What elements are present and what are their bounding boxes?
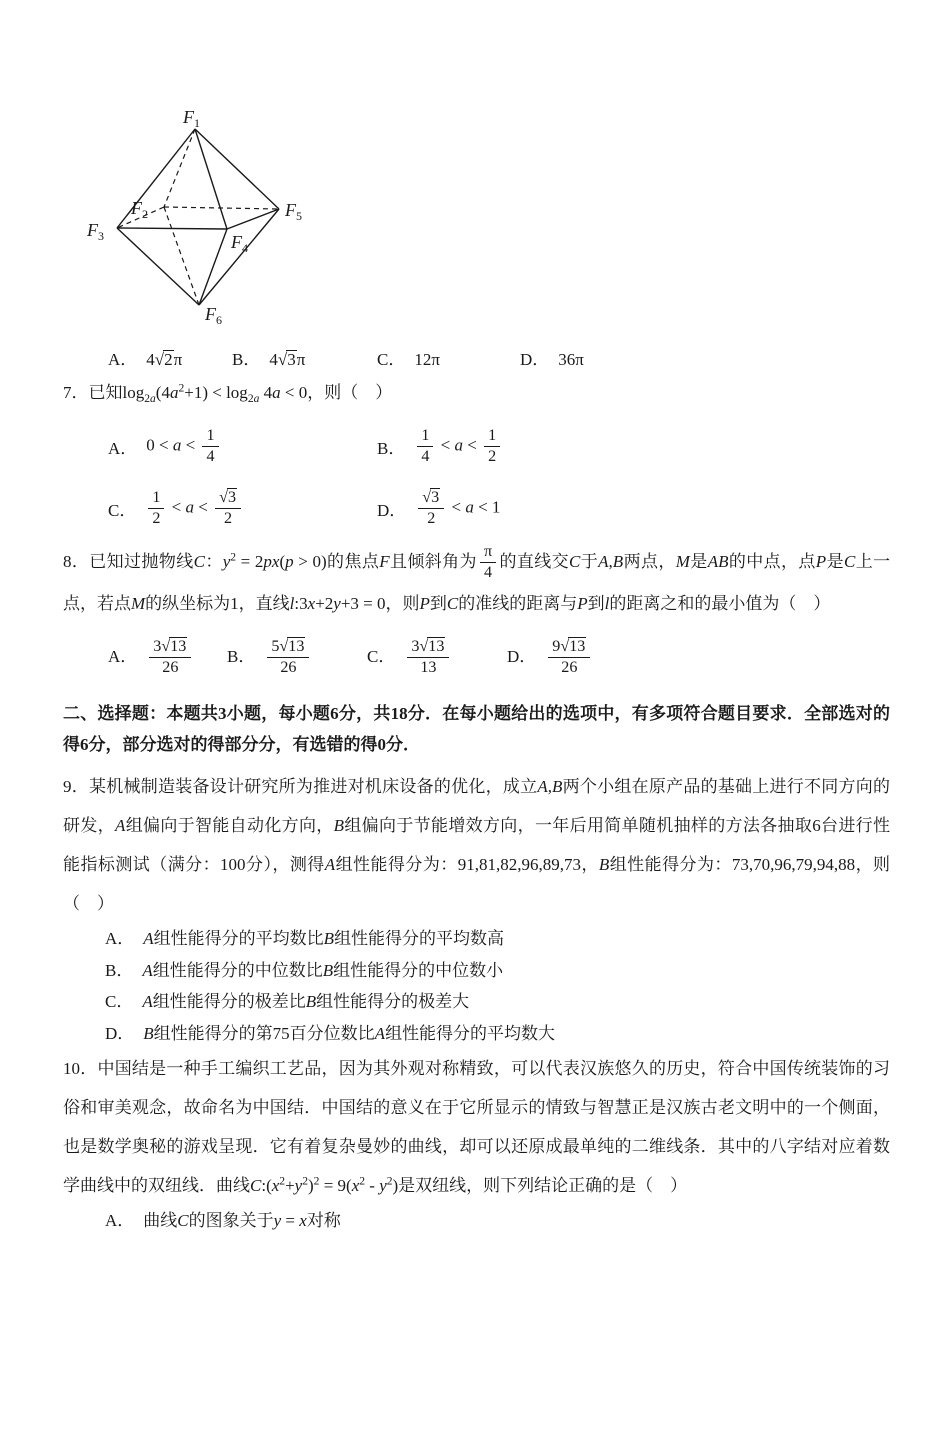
option-A bbox=[105, 923, 890, 954]
option-label: D． bbox=[520, 349, 550, 369]
fraction: $\frac{3√13}{26}$ bbox=[149, 637, 191, 678]
question10-stem: 10．中国结是一种手工编织工艺品，因为其外观对称精致，可以代表汉族悠久的历史，符合中国传统装饰的习俗和审美观念，故命名为中国结．中国结的意义在于它所显示的情致与智慧正是汉族古老文明中的一个侧面，也是数学奥秘的游戏呈现．它有着复杂曼妙的曲线，却可以还原成最单纯的二维线条．其中的八字结对应着数学曲线中的双纽线．曲线$C:(x^2+y^2)^2 = 9(x^2 - y^2)$是双纽线，则下列结论正确的是（ ） bbox=[63, 1058, 890, 1196]
option-label: C． bbox=[105, 992, 134, 1012]
figure-hidden-edge bbox=[164, 207, 199, 305]
vertex-label-F3: $F_3$ bbox=[87, 220, 104, 243]
option-content: 12π bbox=[414, 349, 440, 369]
fraction: $\frac{\pi}{4}$ bbox=[480, 542, 496, 583]
option-B bbox=[105, 955, 890, 986]
option-C bbox=[108, 483, 377, 535]
octahedron-figure bbox=[85, 104, 325, 336]
option-label: A． bbox=[108, 349, 138, 369]
fraction: $\frac{5√13}{26}$ bbox=[267, 637, 309, 678]
option-label: B． bbox=[377, 439, 406, 459]
option-C bbox=[377, 345, 520, 370]
option-label: B． bbox=[105, 960, 134, 980]
option-content bbox=[404, 638, 452, 677]
option-A bbox=[105, 1205, 890, 1236]
option-B bbox=[227, 637, 367, 678]
option-content: $\frac{1}{4}$ < a < $\frac{1}{2}$ bbox=[414, 426, 503, 467]
square-root: √2 bbox=[154, 349, 173, 369]
question10-options bbox=[105, 1205, 890, 1236]
option-content: A组性能得分的极差比B组性能得分的极差大 bbox=[142, 992, 470, 1012]
option-label: A． bbox=[105, 929, 135, 949]
figure-hidden-edge bbox=[164, 129, 195, 207]
vertex-label-F2: $F_2$ bbox=[131, 198, 148, 221]
vertex-label-F6: $F_6$ bbox=[205, 304, 222, 327]
fraction: $\frac{√3}{2}$ bbox=[418, 488, 444, 529]
option-label: D． bbox=[377, 501, 407, 521]
option-content: 曲线C的图象关于y = x对称 bbox=[143, 1211, 341, 1231]
fraction: $\frac{1}{4}$ bbox=[202, 426, 218, 467]
option-content bbox=[146, 638, 194, 677]
exam-page bbox=[0, 104, 950, 1237]
option-D bbox=[520, 345, 890, 370]
fraction: $\frac{1}{4}$ bbox=[417, 426, 433, 467]
figure-edge bbox=[117, 129, 195, 228]
option-A bbox=[108, 637, 227, 678]
option-content: B组性能得分的第75百分位数比A组性能得分的平均数大 bbox=[143, 1023, 556, 1043]
option-label: C． bbox=[367, 646, 396, 666]
option-content: $\frac{√3}{2}$ < a < 1 bbox=[415, 488, 500, 529]
square-root: √3 bbox=[277, 349, 296, 369]
fraction: $\frac{3√13}{13}$ bbox=[407, 637, 449, 678]
option-content: A组性能得分的平均数比B组性能得分的平均数高 bbox=[143, 929, 505, 949]
square-root: √3 bbox=[219, 489, 237, 506]
option-label: A． bbox=[105, 1211, 135, 1231]
figure-edge bbox=[199, 229, 227, 305]
fraction: $\frac{9√13}{26}$ bbox=[548, 637, 590, 678]
option-D bbox=[507, 637, 890, 678]
question7-stem: 7．已知$\log_{2a}(4a^2+1) < \log_{2a} 4a < 0$，则（ ） bbox=[63, 381, 393, 406]
question7-options bbox=[108, 421, 890, 535]
option-C bbox=[367, 637, 507, 678]
fraction: $\frac{1}{2}$ bbox=[148, 488, 164, 529]
option-A bbox=[108, 345, 232, 370]
vertex-label-F1: $F_1$ bbox=[183, 107, 200, 130]
section2-heading: 二、选择题：本题共3小题，每小题6分，共18分．在每小题给出的选项中，有多项符合题目要求．全部选对的得6分，部分选对的得部分分，有选错的得0分． bbox=[63, 703, 890, 755]
question9-options bbox=[105, 923, 890, 1049]
option-content: A组性能得分的中位数比B组性能得分的中位数小 bbox=[142, 960, 504, 980]
option-label: C． bbox=[377, 349, 406, 369]
figure-hidden-edge bbox=[164, 207, 279, 209]
figure-edge bbox=[117, 228, 199, 305]
option-content: 36π bbox=[558, 349, 584, 369]
option-label: A． bbox=[108, 439, 138, 459]
square-root: √13 bbox=[419, 638, 445, 656]
figure-edge bbox=[199, 209, 279, 305]
square-root: √13 bbox=[279, 638, 305, 656]
question9-stem: 9．某机械制造装备设计研究所为推进对机床设备的优化，成立A,B两个小组在原产品的基础上进行不同方向的研发，A组偏向于智能自动化方向，B组偏向于节能增效方向，一年后用简单随机抽样的方法各抽取6台进行性能指标测试（满分：100分），测得A组性能得分为：91,81,82,96,89,73，B组性能得分为：73,70,96,79,94,88，则（ ） bbox=[63, 776, 891, 914]
option-content bbox=[545, 638, 593, 677]
option-content: $\frac{1}{2}$ < a < $\frac{√3}{2}$ bbox=[145, 488, 244, 529]
square-root: √13 bbox=[161, 638, 187, 656]
square-root: √13 bbox=[560, 638, 586, 656]
option-label: D． bbox=[105, 1023, 135, 1043]
option-label: C． bbox=[108, 501, 137, 521]
option-label: B． bbox=[232, 349, 261, 369]
option-content: 4√3π bbox=[269, 349, 306, 369]
option-label: A． bbox=[108, 646, 138, 666]
option-B bbox=[232, 345, 377, 370]
option-B bbox=[377, 421, 890, 473]
option-A bbox=[108, 421, 377, 473]
question6-options bbox=[108, 343, 890, 371]
question8-stem: 8．已知过抛物线C：$y^2 = 2px(p > 0)$的焦点F且倾斜角为 $\frac{\pi}{4}$ 的直线交C于A,B两点，M是AB的中点，点P是C上一点，若点M的纵坐标为1，直线l:3x+2y+3 = 0，则P到C的准线的距离与P到l的距离之和的最小值为（ ） bbox=[63, 543, 891, 614]
option-label: B． bbox=[227, 646, 256, 666]
option-label: D． bbox=[507, 646, 537, 666]
fraction: $\frac{1}{2}$ bbox=[484, 426, 500, 467]
fraction: $\frac{√3}{2}$ bbox=[215, 488, 241, 529]
option-content bbox=[264, 638, 312, 677]
option-D bbox=[377, 483, 890, 535]
option-D bbox=[105, 1018, 890, 1049]
option-C bbox=[105, 986, 890, 1017]
vertex-label-F5: $F_5$ bbox=[285, 200, 302, 223]
vertex-label-F4: $F_4$ bbox=[231, 232, 248, 255]
octahedron-svg bbox=[85, 104, 325, 336]
square-root: √3 bbox=[422, 489, 440, 506]
question8-options bbox=[108, 632, 890, 684]
option-content: 4√2π bbox=[146, 349, 183, 369]
option-content: 0 < a < $\frac{1}{4}$ bbox=[146, 426, 221, 467]
